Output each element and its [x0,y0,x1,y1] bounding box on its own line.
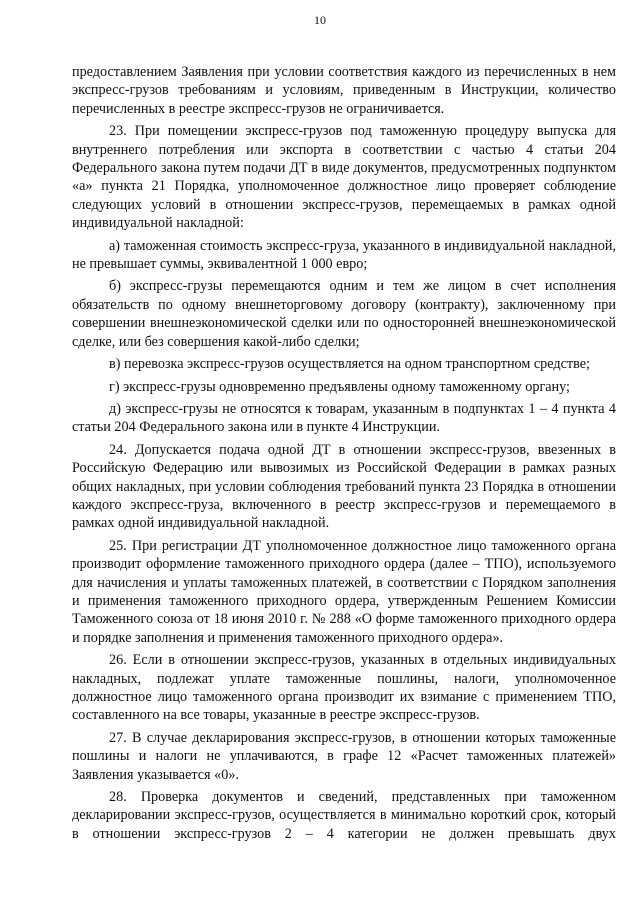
paragraph-23-a: а) таможенная стоимость экспресс-груза, указанного в индивидуальной накладной, не превышает суммы, эквивалентной 1 000 евро; [72,237,616,273]
paragraph-23-d: д) экспресс-грузы не относятся к товарам, указанным в подпунктах 1 – 4 пункта 4 статьи 204 Федерального закона или в пункте 4 Инструкции. [72,400,616,436]
page-body [72,63,616,843]
paragraph-25: 25. При регистрации ДТ уполномоченное должностное лицо таможенного органа производит оформление таможенного приходного ордера (далее – ТПО), используемого для начисления и уплаты таможенных платежей, в соответствии с Порядком заполнения и применения таможенного приходного ордера, утвержденным Решением Комиссии Таможенного союза от 18 июня 2010 г. № 288 «О форме таможенного приходного ордера и порядке заполнения и применения таможенного приходного ордера». [72,537,616,646]
paragraph-continuation: предоставлением Заявления при условии соответствия каждого из перечисленных в нем экспресс-грузов требованиям и условиям, приведенным в Инструкции, количество перечисленных в реестре экспресс-грузов не ограничивается. [72,64,616,117]
paragraph-23-b: б) экспресс-грузы перемещаются одним и тем же лицом в счет исполнения обязательств по одному внешнеторговому договору (контракту), заключенному при совершении внешнеэкономической сделки или по односторонней внешнеэкономической сделке, или без совершения какой-либо сделки; [72,278,616,350]
paragraph-28: 28. Проверка документов и сведений, представленных при таможенном декларировании экспресс-грузов, осуществляется в минимально короткий срок, который в отношении экспресс-грузов 2 – 4 категории не должен превышать двух [72,789,616,842]
paragraph-24: 24. Допускается подача одной ДТ в отношении экспресс-грузов, ввезенных в Российскую Федерацию или вывозимых из Российской Федерации в рамках разных общих накладных, при условии соблюдения требований пункта 23 Порядка в отношении каждого экспресс-груза, включенного в реестр экспресс-грузов и перемещаемого в рамках одной индивидуальной накладной. [72,441,616,532]
paragraph-23-v: в) перевозка экспресс-грузов осуществляется на одном транспортном средстве; [109,356,590,373]
page-number: 10 [314,13,326,27]
paragraph-23-g: г) экспресс-грузы одновременно предъявлены одному таможенному органу; [109,378,571,395]
paragraph-23: 23. При помещении экспресс-грузов под таможенную процедуру выпуска для внутреннего потребления или экспорта в соответствии с частью 4 статьи 204 Федерального закона путем подачи ДТ в виде документов, предусмотренных подпунктом «а» пункта 21 Порядка, уполномоченное должностное лицо проверяет соблюдение следующих условий в отношении экспресс-грузов, перемещаемых в рамках одной индивидуальной накладной: [72,123,616,232]
paragraph-27: 27. В случае декларирования экспресс-грузов, в отношении которых таможенные пошлины и налоги не уплачиваются, в графе 12 «Расчет таможенных платежей» Заявления указывается «0». [72,729,616,783]
paragraph-26: 26. Если в отношении экспресс-грузов, указанных в отдельных индивидуальных накладных, подлежат уплате таможенные пошлины, налоги, уполномоченное должностное лицо таможенного органа производит их взимание с применением ТПО, составленного на все товары, указанные в реестре экспресс-грузов. [72,652,616,724]
